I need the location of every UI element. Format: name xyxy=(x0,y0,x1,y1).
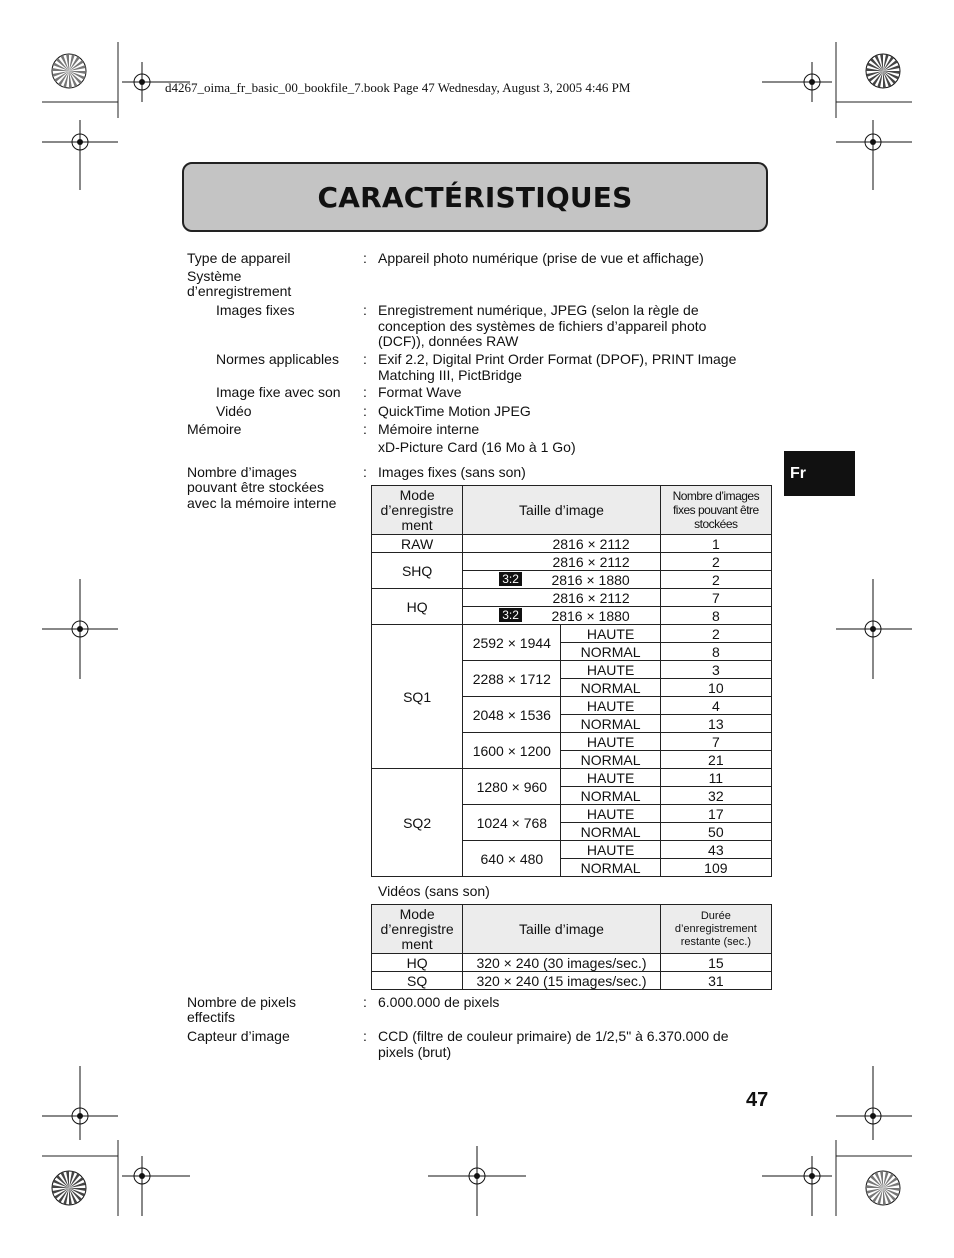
size-cell: 2816 × 1880 xyxy=(551,607,630,624)
aspect-badge: 3:2 xyxy=(499,572,522,586)
spec-label-type: Type de appareil xyxy=(187,250,291,266)
count-cell: 4 xyxy=(660,697,771,715)
still-images-table xyxy=(371,485,772,877)
colon: : xyxy=(363,1028,367,1044)
spec-value-memory-1: Mémoire interne xyxy=(378,421,480,437)
table-row xyxy=(372,972,772,990)
table-row xyxy=(372,553,772,571)
size-cell: 320 × 240 (30 images/sec.) xyxy=(463,954,660,972)
spec-label-pixels-1: Nombre de pixels xyxy=(187,994,296,1010)
quality-cell: NORMAL xyxy=(561,643,660,661)
table-row xyxy=(372,535,772,553)
count-cell: 1 xyxy=(660,535,771,553)
spec-value-type: Appareil photo numérique (prise de vue et affichage) xyxy=(378,250,704,266)
quality-cell: NORMAL xyxy=(561,823,660,841)
file-header-line: d4267_oima_fr_basic_00_bookfile_7.book Page 47 Wednesday, August 3, 2005 4:46 PM xyxy=(165,80,631,95)
mode-cell: SHQ xyxy=(372,553,463,589)
count-cell: 3 xyxy=(660,661,771,679)
spec-label-pixels-2: effectifs xyxy=(187,1009,235,1025)
quality-cell: HAUTE xyxy=(561,841,660,859)
header-mode: Mode d’enregistre ment xyxy=(372,486,463,535)
count-cell: 21 xyxy=(660,751,771,769)
colon: : xyxy=(363,403,367,419)
spec-label-count-1: Nombre d’images xyxy=(187,464,297,480)
videos-caption: Vidéos (sans son) xyxy=(378,883,490,899)
spec-label-memory: Mémoire xyxy=(187,421,242,437)
quality-cell: HAUTE xyxy=(561,805,660,823)
spec-value-video: QuickTime Motion JPEG xyxy=(378,403,531,419)
table-row xyxy=(372,625,772,643)
count-cell: 50 xyxy=(660,823,771,841)
colon: : xyxy=(363,302,367,318)
count-cell: 8 xyxy=(660,643,771,661)
header-size: Taille d’image xyxy=(463,486,660,535)
quality-cell: NORMAL xyxy=(561,679,660,697)
size-cell: 320 × 240 (15 images/sec.) xyxy=(463,972,660,990)
header-count: Nombre d’images fixes pouvant être stockées xyxy=(660,486,771,535)
table-header-row xyxy=(372,486,772,535)
colon: : xyxy=(363,351,367,367)
spec-value-memory-2: xD-Picture Card (16 Mo à 1 Go) xyxy=(378,439,576,455)
size-cell: 2592 × 1944 xyxy=(463,625,561,661)
spec-label-still: Images fixes xyxy=(216,302,295,318)
count-cell: 8 xyxy=(660,607,771,625)
language-tab-label: Fr xyxy=(790,464,806,482)
count-cell: 10 xyxy=(660,679,771,697)
size-cell: 1024 × 768 xyxy=(463,805,561,841)
quality-cell: NORMAL xyxy=(561,751,660,769)
spec-label-system: Système xyxy=(187,268,242,284)
quality-cell: NORMAL xyxy=(561,787,660,805)
page-number: 47 xyxy=(746,1089,769,1111)
count-cell: 13 xyxy=(660,715,771,733)
page-title: CARACTÉRISTIQUES xyxy=(317,180,633,214)
spec-value-standards: Exif 2.2, Digital Print Order Format (DPOF), PRINT Image Matching III, PictBridge xyxy=(378,351,737,383)
quality-cell: HAUTE xyxy=(561,661,660,679)
mode-cell: SQ xyxy=(372,972,463,990)
spec-label-count-3: avec la mémoire interne xyxy=(187,495,337,511)
video-table xyxy=(371,904,772,990)
size-cell: 1280 × 960 xyxy=(463,769,561,805)
spec-value-still: Enregistrement numérique, JPEG (selon la règle de conception des systèmes de fichiers d’appareil photo (DCF)), données RAW xyxy=(378,302,707,349)
size-cell: 640 × 480 xyxy=(463,841,561,877)
mode-cell: HQ xyxy=(372,589,463,625)
count-cell: 7 xyxy=(660,733,771,751)
colon: : xyxy=(363,384,367,400)
size-cell-32 xyxy=(463,607,660,625)
spec-value-stillsound: Format Wave xyxy=(378,384,462,400)
colon: : xyxy=(363,994,367,1010)
header-mode: Mode d’enregistre ment xyxy=(372,905,463,954)
count-cell: 2 xyxy=(660,553,771,571)
size-cell: 2288 × 1712 xyxy=(463,661,561,697)
header-time: Durée d’enregistrement restante (sec.) xyxy=(660,905,771,954)
count-cell: 43 xyxy=(660,841,771,859)
count-cell: 11 xyxy=(660,769,771,787)
size-cell: 2048 × 1536 xyxy=(463,697,561,733)
count-cell: 2 xyxy=(660,571,771,589)
size-cell-32 xyxy=(463,571,660,589)
mode-cell: RAW xyxy=(372,535,463,553)
count-cell: 7 xyxy=(660,589,771,607)
count-cell: 109 xyxy=(660,859,771,877)
count-cell: 17 xyxy=(660,805,771,823)
table-row xyxy=(372,954,772,972)
spec-label-count-2: pouvant être stockées xyxy=(187,479,324,495)
spec-label-stillsound: Image fixe avec son xyxy=(216,384,341,400)
size-cell: 2816 × 2112 xyxy=(463,553,660,571)
count-cell: 2 xyxy=(660,625,771,643)
time-cell: 31 xyxy=(660,972,771,990)
aspect-badge: 3:2 xyxy=(499,608,522,622)
quality-cell: HAUTE xyxy=(561,769,660,787)
spec-label-system-2: d’enregistrement xyxy=(187,283,292,299)
count-cell: 32 xyxy=(660,787,771,805)
size-cell: 2816 × 2112 xyxy=(463,535,660,553)
size-cell: 2816 × 1880 xyxy=(551,571,630,588)
title-banner xyxy=(182,162,768,232)
time-cell: 15 xyxy=(660,954,771,972)
table-row xyxy=(372,769,772,787)
header-size: Taille d’image xyxy=(463,905,660,954)
table-row xyxy=(372,589,772,607)
colon: : xyxy=(363,464,367,480)
quality-cell: NORMAL xyxy=(561,859,660,877)
spec-value-sensor: CCD (filtre de couleur primaire) de 1/2,5" à 6.370.000 de pixels (brut) xyxy=(378,1028,729,1060)
colon: : xyxy=(363,250,367,266)
size-cell: 1600 × 1200 xyxy=(463,733,561,769)
language-tab xyxy=(784,451,855,496)
spec-label-video: Vidéo xyxy=(216,403,252,419)
colon: : xyxy=(363,421,367,437)
mode-cell: SQ1 xyxy=(372,625,463,769)
quality-cell: NORMAL xyxy=(561,715,660,733)
table-header-row xyxy=(372,905,772,954)
quality-cell: HAUTE xyxy=(561,697,660,715)
spec-label-sensor: Capteur d’image xyxy=(187,1028,290,1044)
spec-label-standards: Normes applicables xyxy=(216,351,339,367)
spec-value-pixels: 6.000.000 de pixels xyxy=(378,994,500,1010)
quality-cell: HAUTE xyxy=(561,625,660,643)
spec-value-count: Images fixes (sans son) xyxy=(378,464,526,480)
quality-cell: HAUTE xyxy=(561,733,660,751)
mode-cell: HQ xyxy=(372,954,463,972)
mode-cell: SQ2 xyxy=(372,769,463,877)
size-cell: 2816 × 2112 xyxy=(463,589,660,607)
